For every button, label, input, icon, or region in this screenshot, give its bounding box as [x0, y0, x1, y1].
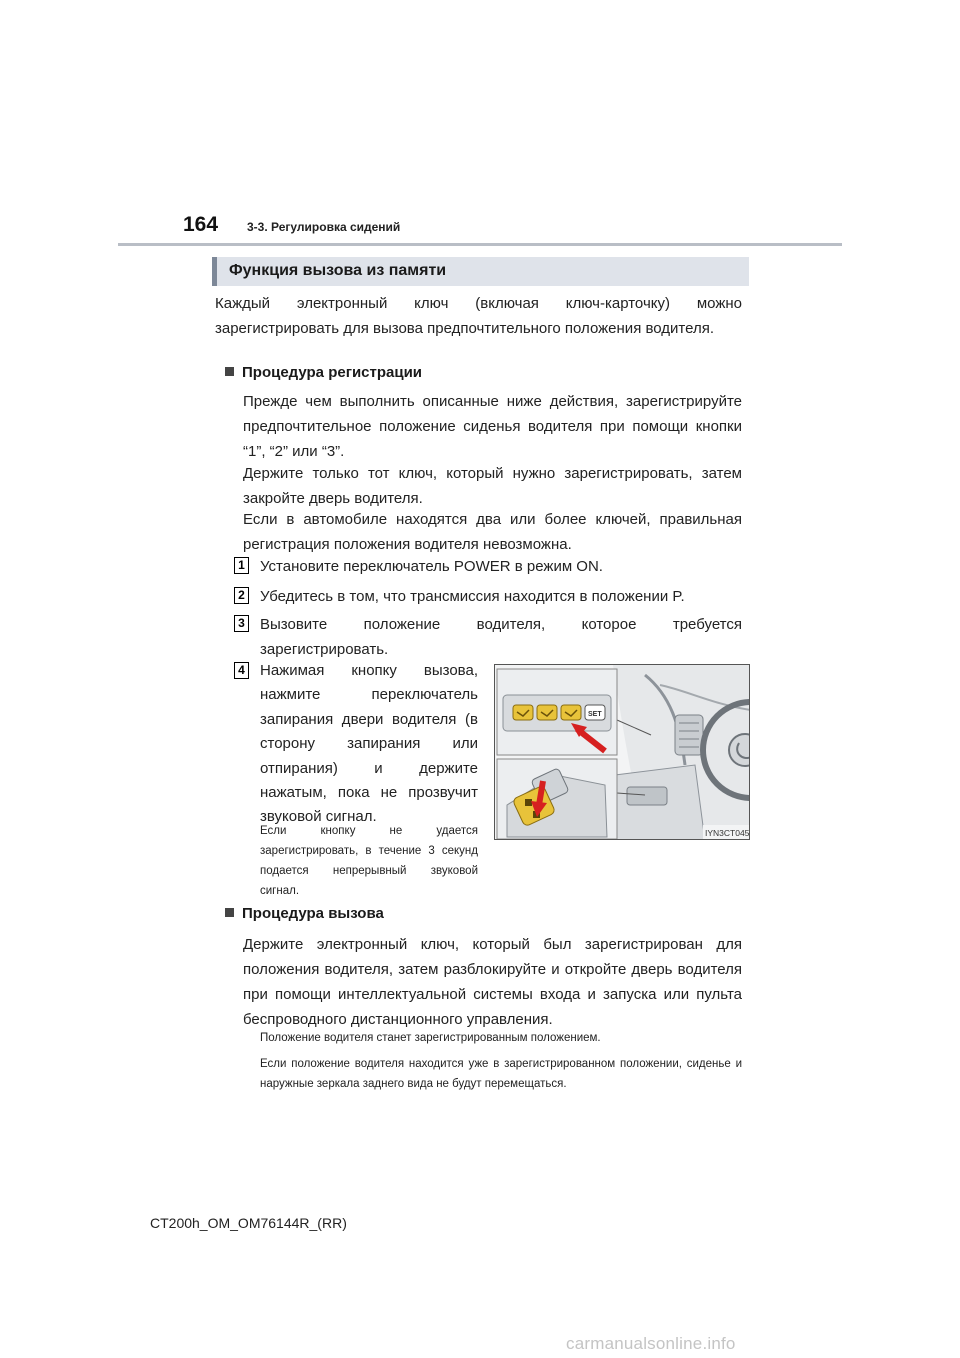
step-badge-2: 2: [234, 587, 249, 604]
seat-memory-illustration: [494, 664, 750, 840]
step-badge-1: 1: [234, 557, 249, 574]
recall-heading-text: Процедура вызова: [242, 905, 384, 922]
step-badge-3: 3: [234, 615, 249, 632]
figure-code: IYN3CT045: [705, 828, 750, 838]
square-bullet-icon: [225, 908, 234, 917]
section-title-bar: [212, 257, 749, 286]
registration-para-1: Прежде чем выполнить описанные ниже действия, зарегистрируйте предпочтительное положение сиденья водителя при помощи кнопки “1”, “2” или “3”.: [243, 393, 742, 460]
illustration-svg: [495, 665, 750, 840]
registration-heading: [225, 364, 422, 381]
set-button-label: SET: [588, 711, 602, 718]
step-badge-4: 4: [234, 662, 249, 679]
section-header: 3-3. Регулировка сидений: [247, 220, 401, 234]
intro-paragraph: Каждый электронный ключ (включая ключ-карточку) можно зарегистрировать для вызова предпочтительного положения водителя.: [215, 295, 742, 337]
step-4-note: Если кнопку не удается зарегистрировать, в течение 3 секунд подается непрерывный звуковой сигнал.: [260, 825, 478, 897]
registration-para-2: Держите только тот ключ, который нужно зарегистрировать, затем закройте дверь водителя.: [243, 465, 742, 507]
step-4-text: Нажимая кнопку вызова, нажмите переключатель запирания двери водителя (в сторону запирания или отпирания) и держите нажатым, пока не прозвучит звуковой сигнал.: [260, 662, 478, 826]
document-code: CT200h_OM_OM76144R_(RR): [150, 1215, 347, 1231]
registration-heading-text: Процедура регистрации: [242, 364, 423, 381]
section-title: Функция вызова из памяти: [229, 262, 447, 279]
header-rule: [118, 243, 842, 246]
step-1-text: Установите переключатель POWER в режим ON.: [260, 558, 603, 575]
recall-paragraph: Держите электронный ключ, который был зарегистрирован для положения водителя, затем разблокируйте и откройте дверь водителя при помощи интеллектуальной системы входа и запуска или пульта беспроводного дистанционного управления.: [243, 936, 742, 1028]
recall-note-2: Если положение водителя находится уже в зарегистрированном положении, сиденье и наружные зеркала заднего вида не будут перемещаться.: [260, 1058, 742, 1090]
square-bullet-icon: [225, 367, 234, 376]
recall-heading: [225, 905, 384, 922]
registration-para-3: Если в автомобиле находятся два или более ключей, правильная регистрация положения водителя невозможна.: [243, 511, 742, 553]
watermark: carmanualsonline.info: [566, 1334, 736, 1353]
step-2-text: Убедитесь в том, что трансмиссия находится в положении P.: [260, 588, 685, 605]
step-3-text: Вызовите положение водителя, которое требуется зарегистрировать.: [260, 616, 742, 658]
recall-note-1: Положение водителя станет зарегистрированным положением.: [260, 1032, 601, 1044]
page-number: 164: [183, 213, 219, 236]
